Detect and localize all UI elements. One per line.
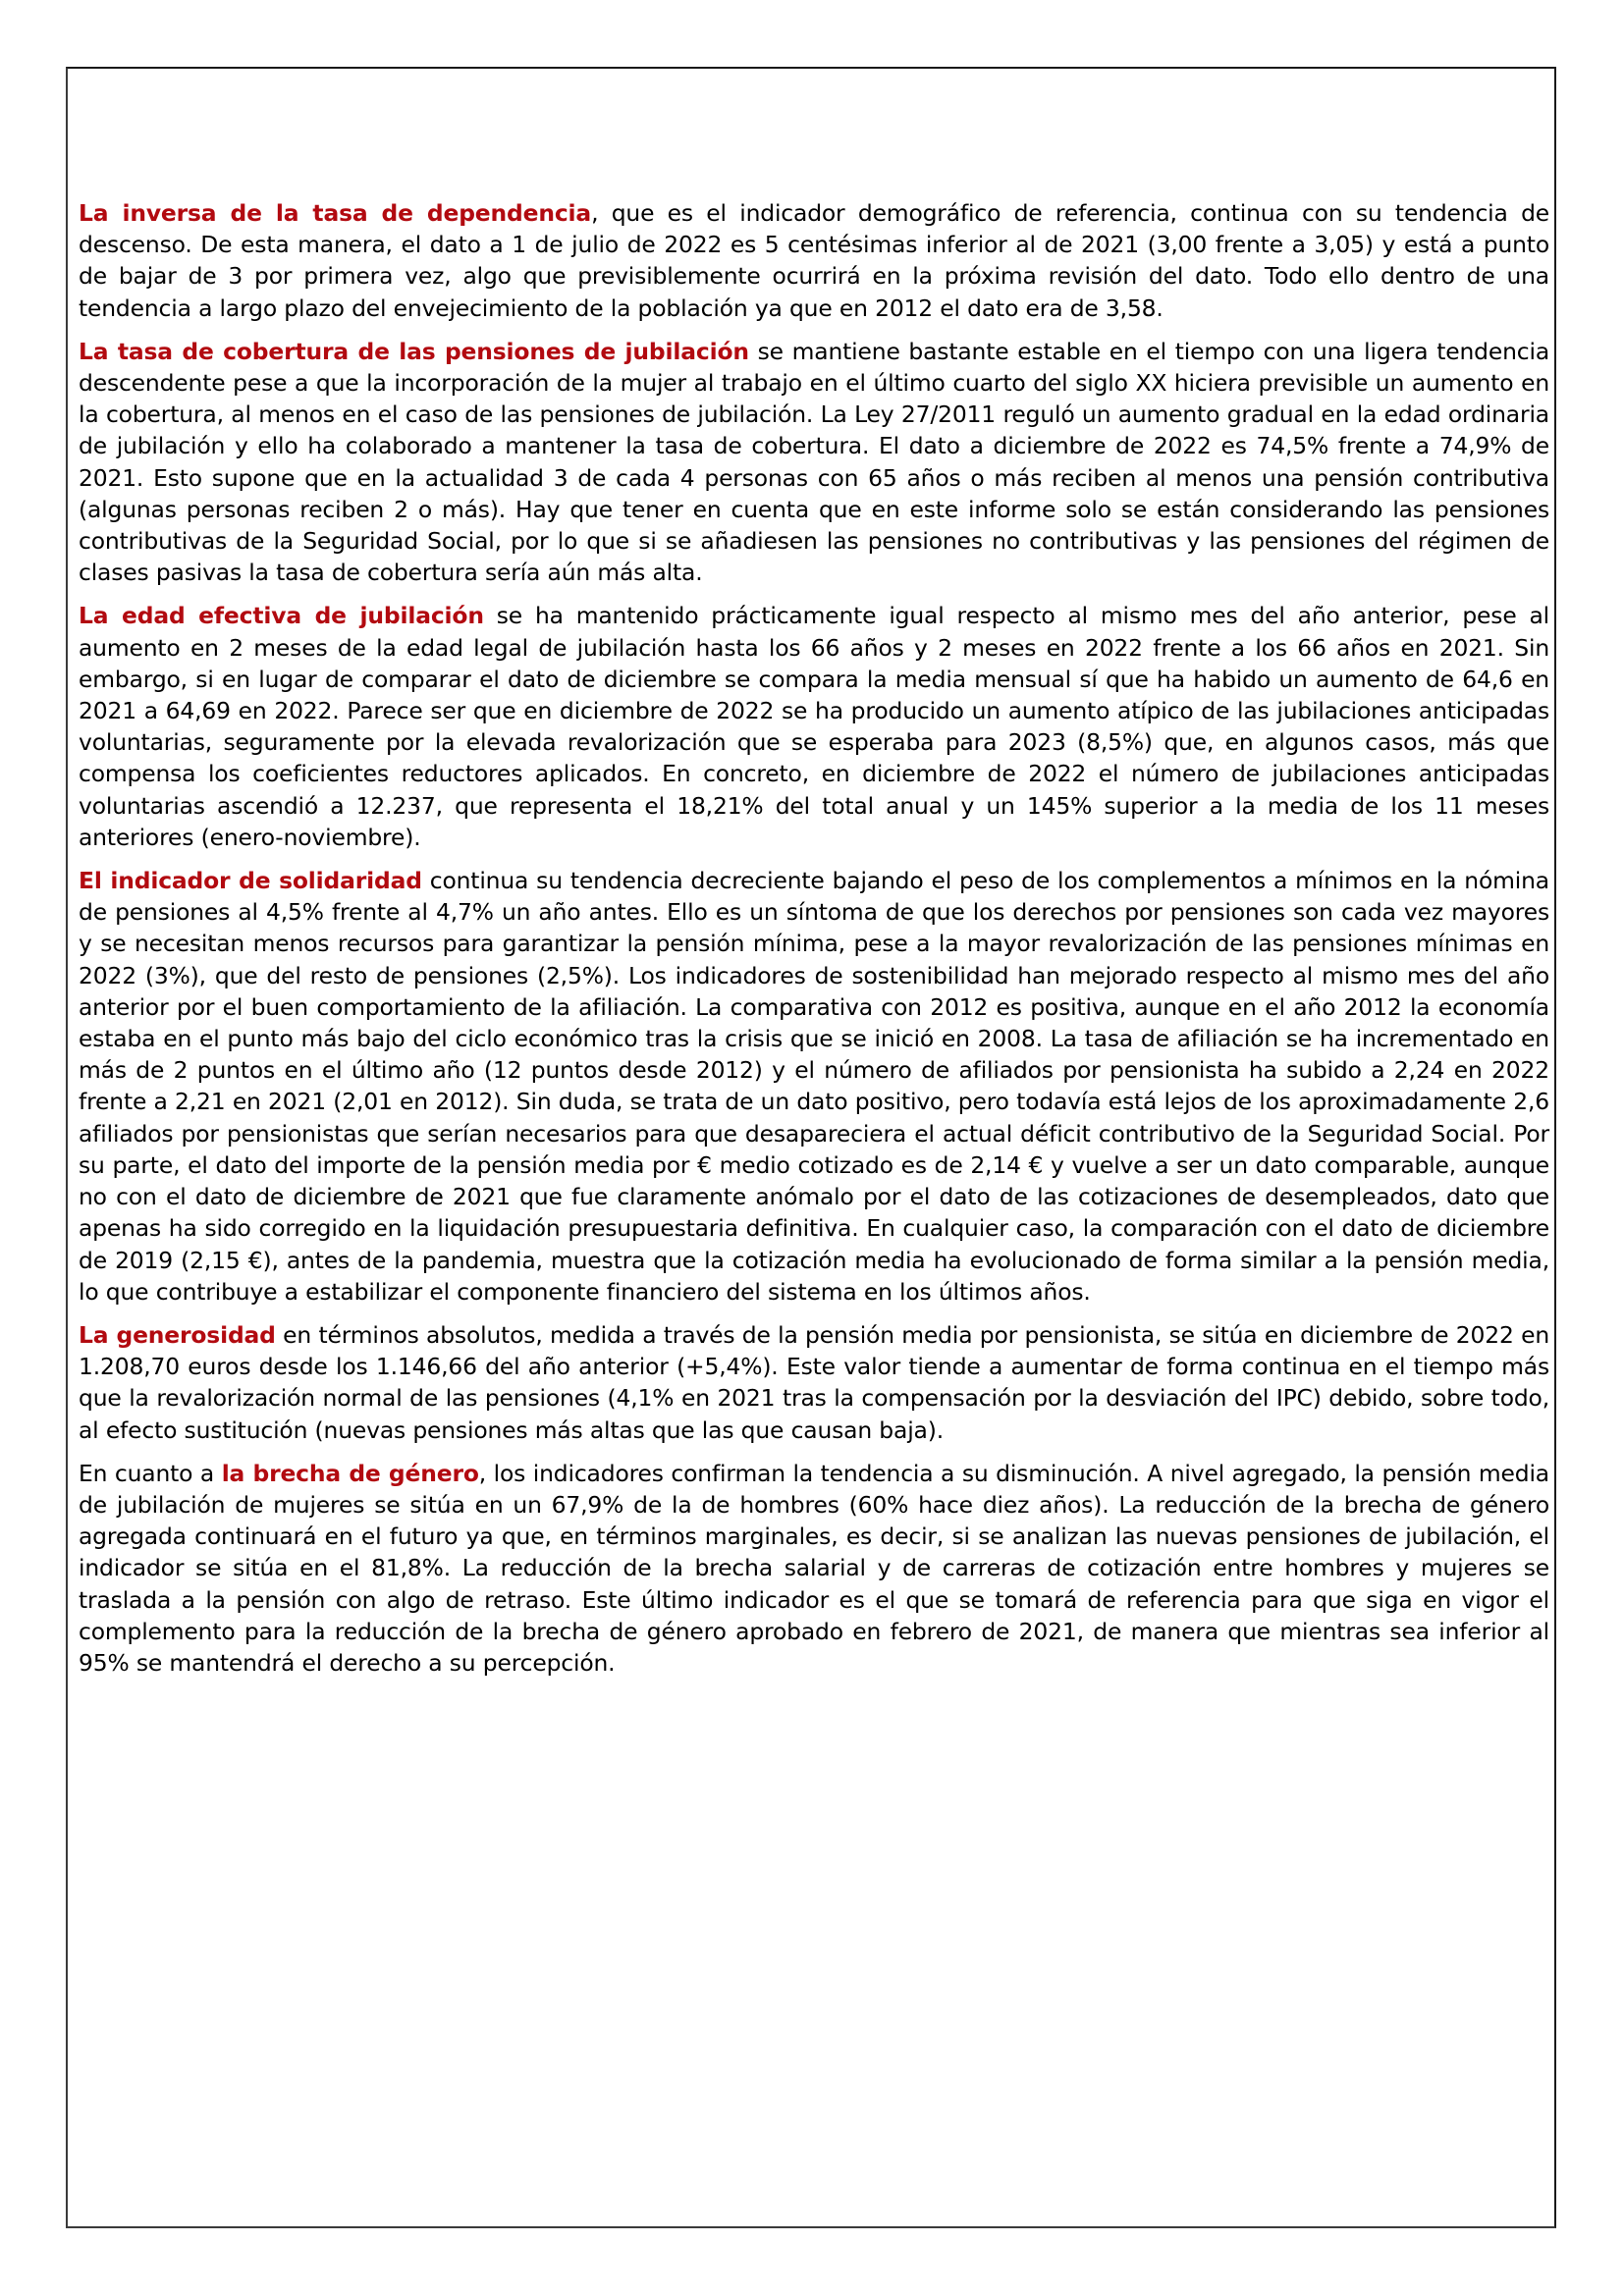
paragraph-text: en términos absolutos, medida a través de la pensión media por pensionista, se sitúa en diciembre de 2022 en 1.208,70 euros desde los 1.146,66 del año anterior (+5,4%). Este valor tiende a aumentar de forma continua en el tiempo más que la revalorización normal de las pensiones (4,1% en 2021 tras la compensación por la desviación del IPC) debido, sobre todo, al efecto sustitución (nuevas pensiones más altas que las que causan baja).	[79, 1320, 1549, 1444]
paragraph-text: se ha mantenido prácticamente igual respecto al mismo mes del año anterior, pese al aumento en 2 meses de la edad legal de jubilación hasta los 66 años y 2 meses en 2022 frente a los 66 años en 2021. Sin embargo, si en lugar de comparar el dato de diciembre se compara la media mensual sí que ha habido un aumento de 64,6 en 2021 a 64,69 en 2022. Parece ser que en diciembre de 2022 se ha producido un aumento atípico de las jubilaciones anticipadas voluntarias, seguramente por la elevada revalorización que se esperaba para 2023 (8,5%) que, en algunos casos, más que compensa los coeficientes reductores aplicados. En concreto, en diciembre de 2022 el número de jubilaciones anticipadas voluntarias ascendió a 12.237, que representa el 18,21% del total anual y un 145% superior a la media de los 11 meses anteriores (enero-noviembre).	[79, 602, 1549, 851]
paragraph-text: , que es el indicador demográfico de referencia, continua con su tendencia de descenso. De esta manera, el dato a 1 de julio de 2022 es 5 centésimas inferior al de 2021 (3,00 frente a 3,05) y está a punto de bajar de 3 por primera vez, algo que previsiblemente ocurrirá en la próxima revisión del dato. Todo ello dentro de una tendencia a largo plazo del envejecimiento de la población ya que en 2012 el dato era de 3,58.	[79, 199, 1550, 322]
highlight-dependency-ratio: La inversa de la tasa de dependencia	[79, 199, 592, 227]
paragraph-gender-gap	[79, 1458, 1549, 1679]
highlight-effective-retirement-age: La edad efectiva de jubilación	[79, 602, 484, 630]
paragraph-text: se mantiene bastante estable en el tiempo con una ligera tendencia descendente pese a que la incorporación de la mujer al trabajo en el último cuarto del siglo XX hiciera previsible un aumento en la cobertura, al menos en el caso de las pensiones de jubilación. La Ley 27/2011 reguló un aumento gradual en la edad ordinaria de jubilación y ello ha colaborado a mantener la tasa de cobertura. El dato a diciembre de 2022 es 74,5% frente a 74,9% de 2021. Esto supone que en la actualidad 3 de cada 4 personas con 65 años o más reciben al menos una pensión contributiva (algunas personas reciben 2 o más). Hay que tener en cuenta que en este informe solo se están considerando las pensiones contributivas de la Seguridad Social, por lo que si se añadiesen las pensiones no contributivas y las pensiones del régimen de clases pasivas la tasa de cobertura sería aún más alta.	[79, 337, 1550, 587]
document-body	[79, 197, 1549, 1690]
paragraph-text: continua su tendencia decreciente bajando el peso de los complementos a mínimos en la nómina de pensiones al 4,5% frente al 4,7% un año antes. Ello es un síntoma de que los derechos por pensiones son cada vez mayores y se necesitan menos recursos para garantizar la pensión mínima, pese a la mayor revalorización de las pensiones mínimas en 2022 (3%), que del resto de pensiones (2,5%). Los indicadores de sostenibilidad han mejorado respecto al mismo mes del año anterior por el buen comportamiento de la afiliación. La comparativa con 2012 es positiva, aunque en el año 2012 la economía estaba en el punto más bajo del ciclo económico tras la crisis que se inició en 2008. La tasa de afiliación se ha incrementado en más de 2 puntos en el último año (12 puntos desde 2012) y el número de afiliados por pensionista ha subido a 2,24 en 2022 frente a 2,21 en 2021 (2,01 en 2012). Sin duda, se trata de un dato positivo, pero todavía está lejos de los aproximadamente 2,6 afiliados por pensionistas que serían necesarios para que desapareciera el actual déficit contributivo de la Seguridad Social. Por su parte, el dato del importe de la pensión media por € medio cotizado es de 2,14 € y vuelve a ser un dato comparable, aunque no con el dato de diciembre de 2021 que fue claramente anómalo por el dato de las cotizaciones de desempleados, dato que apenas ha sido corregido en la liquidación presupuestaria definitiva. En cualquier caso, la comparación con el dato de diciembre de 2019 (2,15 €), antes de la pandemia, muestra que la cotización media ha evolucionado de forma similar a la pensión media, lo que contribuye a estabilizar el componente financiero del sistema en los últimos años.	[79, 867, 1549, 1306]
highlight-generosity: La generosidad	[79, 1320, 276, 1349]
paragraph-effective-retirement-age	[79, 600, 1549, 853]
paragraph-text: , los indicadores confirman la tendencia a su disminución. A nivel agregado, la pensión media de jubilación de mujeres se sitúa en un 67,9% de la de hombres (60% hace diez años). La reducción de la brecha de género agregada continuará en el futuro ya que, en términos marginales, es decir, si se analizan las nuevas pensiones de jubilación, el indicador se sitúa en el 81,8%. La reducción de la brecha salarial y de carreras de cotización entre hombres y mujeres se traslada a la pensión con algo de retraso. Este último indicador es el que se tomará de referencia para que siga en vigor el complemento para la reducción de la brecha de género aprobado en febrero de 2021, de manera que mientras sea inferior al 95% se mantendrá el derecho a su percepción.	[79, 1459, 1549, 1677]
highlight-gender-gap: la brecha de género	[221, 1459, 479, 1487]
paragraph-generosity	[79, 1319, 1549, 1446]
highlight-coverage-rate: La tasa de cobertura de las pensiones de jubilación	[79, 337, 749, 365]
paragraph-coverage-rate	[79, 336, 1549, 589]
paragraph-solidarity-indicator	[79, 865, 1549, 1308]
paragraph-dependency-ratio	[79, 197, 1549, 324]
paragraph-lead: En cuanto a	[79, 1459, 222, 1487]
highlight-solidarity-indicator: El indicador de solidaridad	[79, 867, 422, 895]
